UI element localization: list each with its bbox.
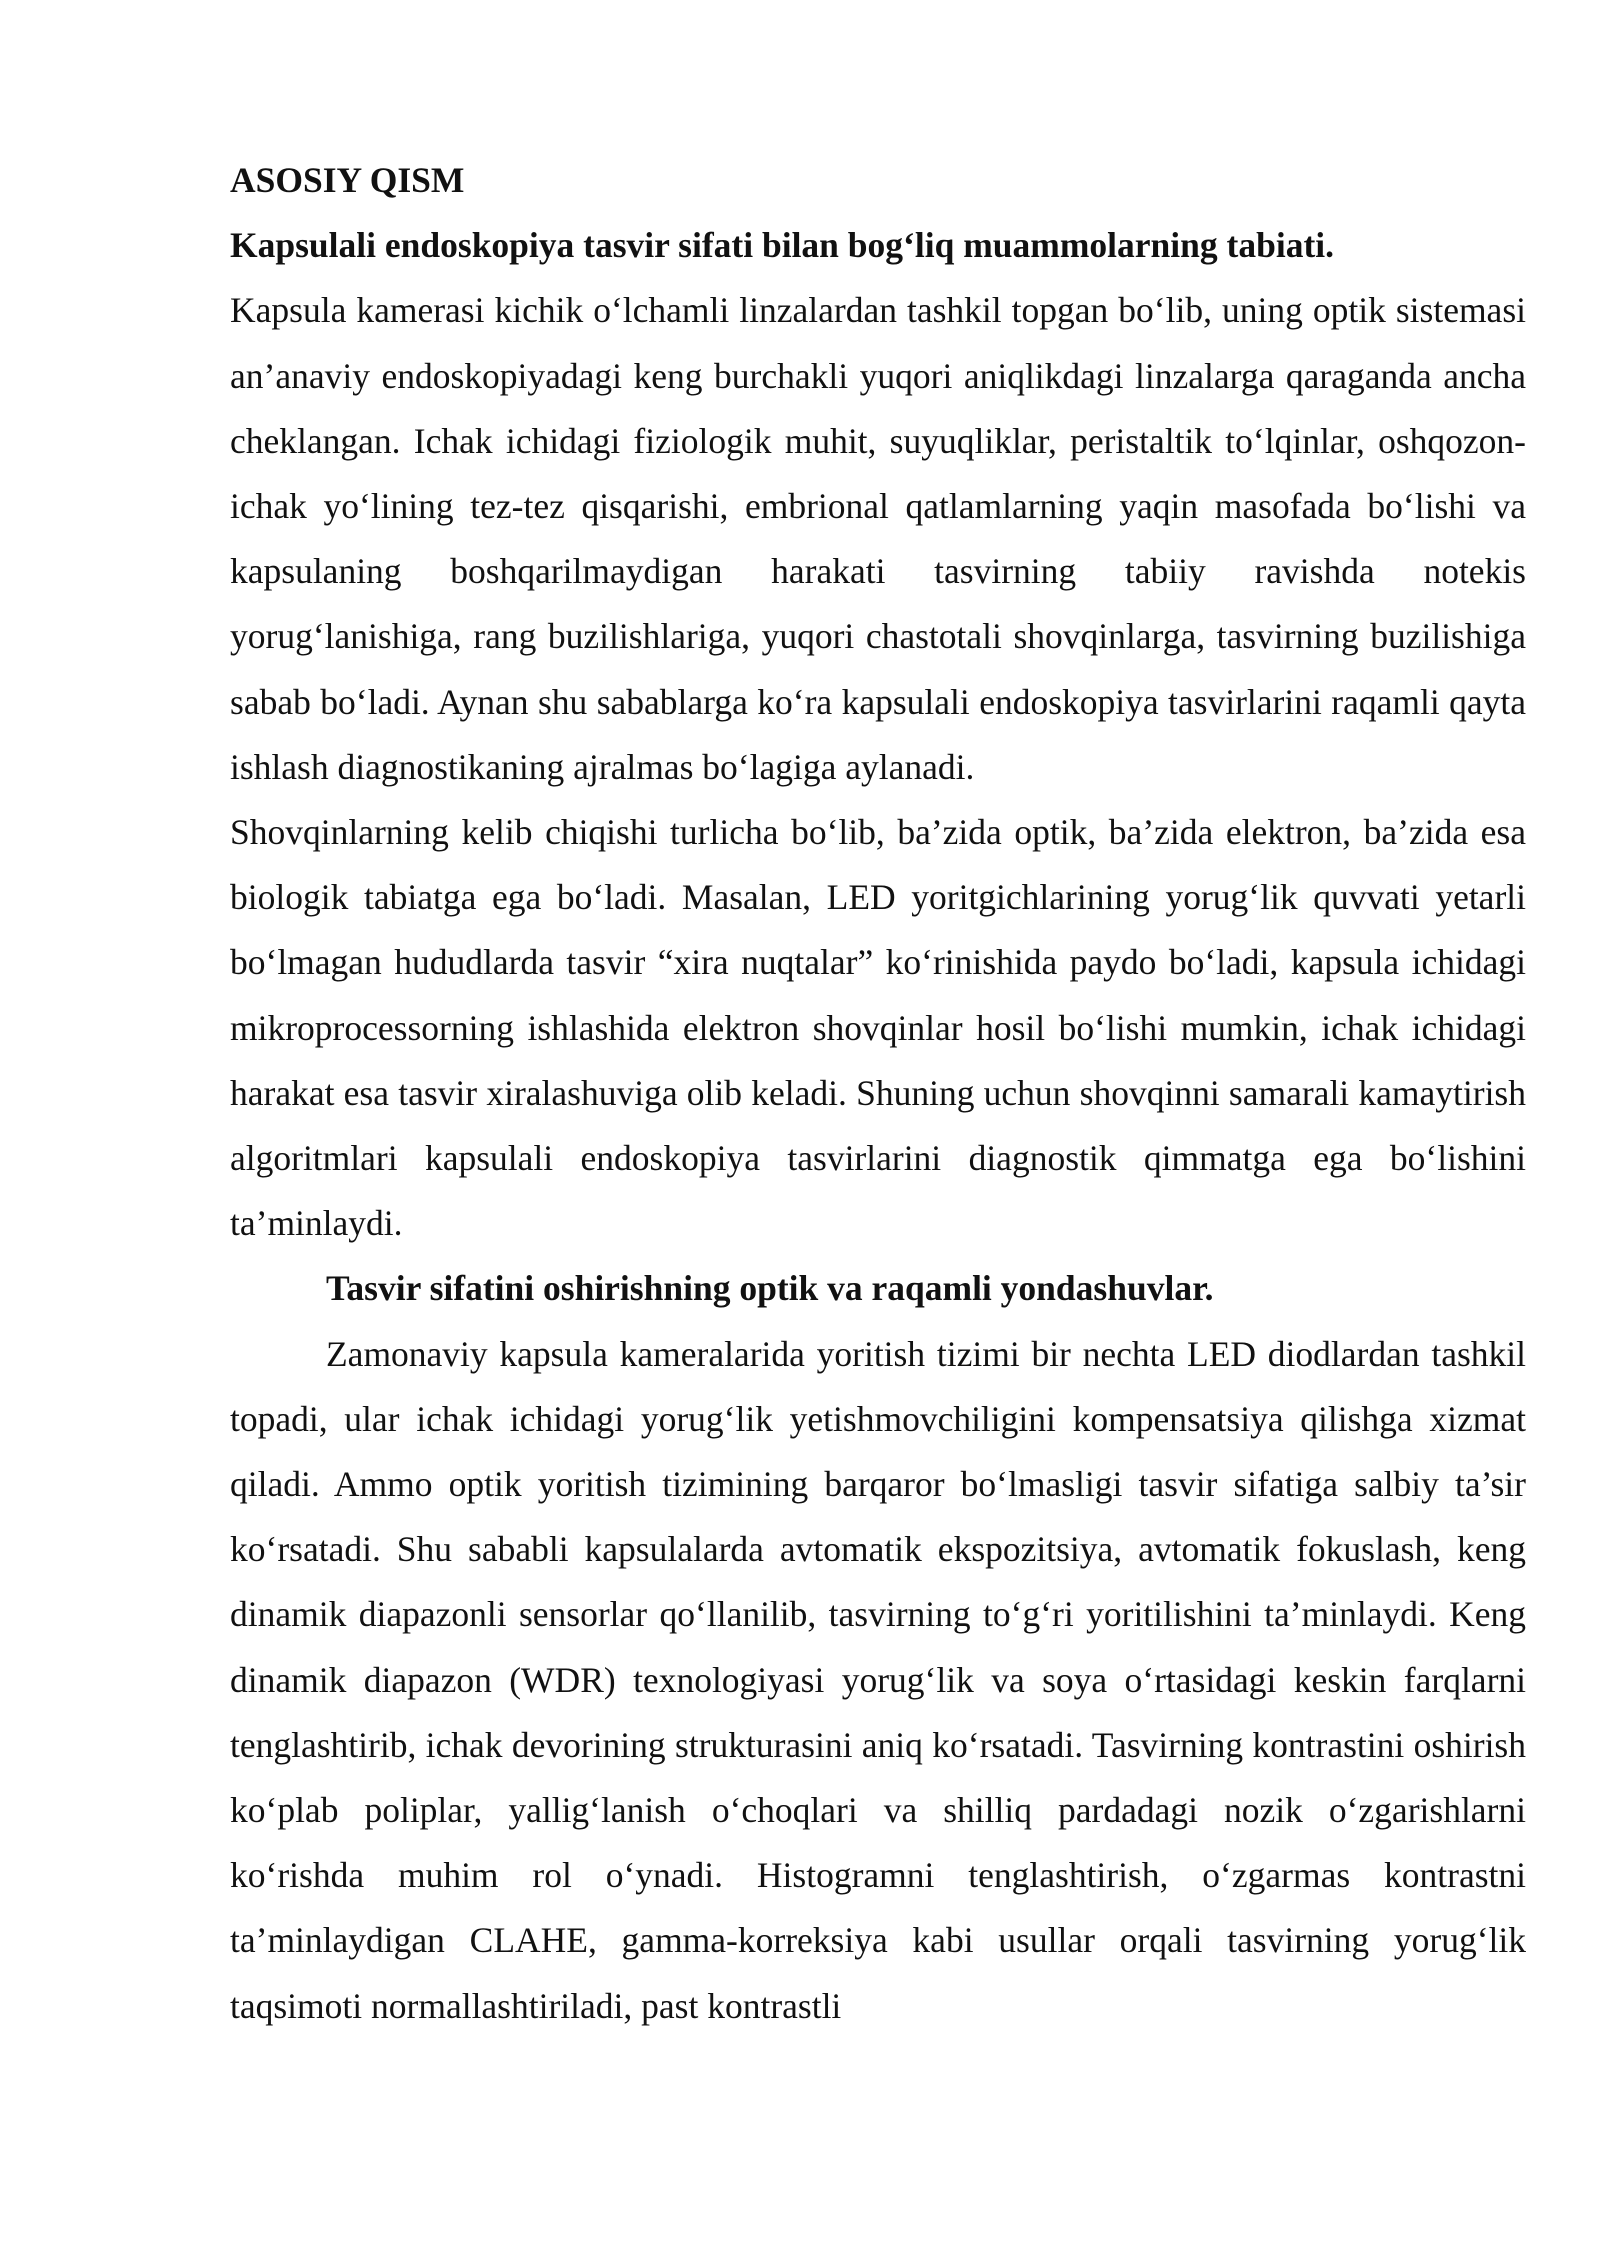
subheading-approaches: Tasvir sifatini oshirishning optik va raqamli yondashuvlar. [326,1268,1214,1309]
subheading-problems: Kapsulali endoskopiya tasvir sifati bilan bog‘liq muammolarning tabiati. [230,225,1335,266]
paragraph-capsule-camera: Kapsula kamerasi kichik o‘lchamli linzalardan tashkil topgan bo‘lib, uning optik sistemasi an’anaviy endoskopiyadagi keng burchakli yuqori aniqlikdagi linzalarga qaraganda ancha cheklangan. Ichak ichidagi fiziologik muhit, suyuqliklar, peristaltik to‘lqinlar, oshqozon-ichak yo‘lining tez-tez qisqarishi, embrional qatlamlarning yaqin masofada bo‘lishi va kapsulaning boshqarilmaydigan harakati tasvirning tabiiy ravishda notekis yorug‘lanishiga, rang buzilishlariga, yuqori chastotali shovqinlarga, tasvirning buzilishiga sabab bo‘ladi. Aynan shu sabablarga ko‘ra kapsulali endoskopiya tasvirlarini raqamli qayta ishlash diagnostikaning ajralmas bo‘lagiga aylanadi. [230,290,1526,787]
paragraph-noise-sources: Shovqinlarning kelib chiqishi turlicha bo‘lib, ba’zida optik, ba’zida elektron, ba’zida esa biologik tabiatga ega bo‘ladi. Masalan, LED yoritgichlarining yorug‘lik quvvati yetarli bo‘lmagan hududlarda tasvir “xira nuqtalar” ko‘rinishida paydo bo‘ladi, kapsula ichidagi mikroprocessorning ishlashida elektron shovqinlar hosil bo‘lishi mumkin, ichak ichidagi harakat esa tasvir xiralashuviga olib keladi. Shuning uchun shovqinni samarali kamaytirish algoritmlari kapsulali endoskopiya tasvirlarini diagnostik qimmatga ega bo‘lishini ta’minlaydi. [230,812,1526,1244]
section-title: ASOSIY QISM [230,160,465,200]
paragraph-illumination: Zamonaviy kapsula kameralarida yoritish tizimi bir nechta LED diodlardan tashkil topadi, ular ichak ichidagi yorug‘lik yetishmovchiligini kompensatsiya qilishga xizmat qiladi. Ammo optik yoritish tizimining barqaror bo‘lmasligi tasvir sifatiga salbiy ta’sir ko‘rsatadi. Shu sababli kapsulalarda avtomatik ekspozitsiya, avtomatik fokuslash, keng dinamik diapazonli sensorlar qo‘llanilib, tasvirning to‘g‘ri yoritilishini ta’minlaydi. Keng dinamik diapazon (WDR) texnologiyasi yorug‘lik va soya o‘rtasidagi keskin farqlarni tenglashtirib, ichak devorining strukturasini aniq ko‘rsatadi. Tasvirning kontrastini oshirish ko‘plab poliplar, yallig‘lanish o‘choqlari va shilliq pardadagi nozik o‘zgarishlarni ko‘rishda muhim rol o‘ynadi. Histogramni tenglashtirish, o‘zgarmas kontrastni ta’minlaydigan CLAHE, gamma-korreksiya kabi usullar orqali tasvirning yorug‘lik taqsimoti normallashtiriladi, past kontrastli [230,1333,1526,2026]
document-page [230,148,1526,2039]
